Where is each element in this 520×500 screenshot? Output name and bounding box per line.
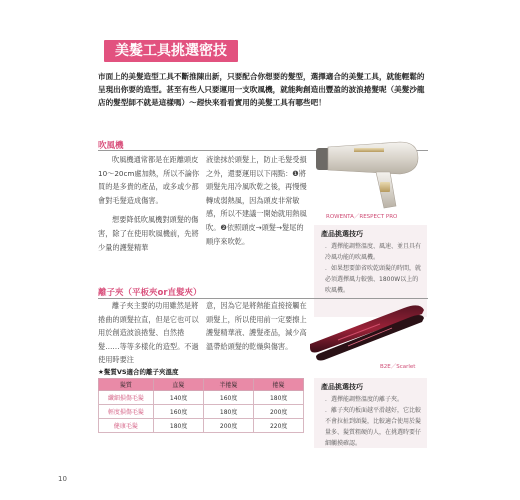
table-cell: 180度 bbox=[153, 419, 203, 433]
straightener-column-2 bbox=[206, 299, 307, 353]
table-cell: 200度 bbox=[203, 419, 253, 433]
straightener-paragraph-2: 意，因為它是將熱能直接接觸在頭髮上，所以使用前一定要擦上護髮精華液、護髮產品，減少高溫帶給頭髮的乾燥與傷害。 bbox=[206, 301, 307, 351]
page-title: 美髮工具挑選密技 bbox=[104, 40, 238, 62]
dryer-tip-title: 產品挑選技巧 bbox=[321, 230, 363, 238]
straightener-column-1 bbox=[98, 299, 201, 373]
straightener-tip-title: 產品挑選技巧 bbox=[321, 383, 363, 391]
table-row bbox=[99, 405, 304, 419]
temp-table-header: 半捲髮 bbox=[203, 379, 253, 391]
dryer-tip-2: ．如果想要節省吹乾頭髮的時間，就必須選擇風力較強、1800W以上的吹風機。 bbox=[325, 265, 422, 294]
page-number: 10 bbox=[58, 475, 67, 483]
temp-table-header-row bbox=[99, 379, 304, 391]
table-cell: 160度 bbox=[203, 391, 253, 405]
table-cell: 160度 bbox=[153, 405, 203, 419]
section-heading-dryer: 吹風機 bbox=[98, 141, 124, 151]
temp-table-title: ★髮質VS適合的離子夾溫度 bbox=[98, 368, 179, 376]
hair-straightener-image bbox=[308, 300, 426, 362]
section-heading-straightener: 離子夾（平板夾or直髮夾） bbox=[98, 288, 202, 298]
temp-table-header: 髮質 bbox=[99, 379, 154, 391]
table-cell: 140度 bbox=[153, 391, 203, 405]
intro-paragraph: 市面上的美髮造型工具不斷推陳出新，只要配合你想要的髮型，選擇適合的美髮工具，就能輕鬆的呈現出你要的造型。甚至有些人只要運用一支吹風機，就能夠創造出豐盈的波浪捲髮呢（美髮沙龍店的髮型師不就是這樣嗎）～趕快來看看實用的美髮工具有哪些吧！ bbox=[98, 72, 425, 107]
dryer-tip-1: ．選擇能調整溫度、風速、並且具有冷風功能的吹風機。 bbox=[325, 243, 422, 261]
table-row bbox=[99, 419, 304, 433]
table-cell: 180度 bbox=[203, 405, 253, 419]
hair-dryer-image bbox=[314, 138, 424, 210]
temp-table-header: 直髮 bbox=[153, 379, 203, 391]
dryer-column-1 bbox=[98, 153, 201, 260]
dryer-paragraph-2: 想要降低吹風機對頭髮的傷害，除了在使用吹風機前，先將少量的護髮精華 bbox=[98, 215, 199, 252]
table-row bbox=[99, 391, 304, 405]
temp-table-header: 捲髮 bbox=[253, 379, 303, 391]
dryer-column-2 bbox=[206, 153, 307, 248]
table-cell: 200度 bbox=[253, 405, 303, 419]
dryer-paragraph-3: 液塗抹於頭髮上，防止毛髮受損之外，還要運用以下兩點：❶將頭髮先用冷風吹乾之後，再慢慢轉成弱熱風，因為頭皮非常敏感，所以不建議一開始就用熱風吹。❷依照頭皮→頭髮→髮尾的順序來吹乾。 bbox=[206, 155, 307, 246]
table-cell: 180度 bbox=[253, 391, 303, 405]
straightener-tip-box bbox=[314, 378, 427, 448]
table-cell: 220度 bbox=[253, 419, 303, 433]
straightener-paragraph-1: 離子夾主要的功用雖然是將捲曲的頭髮拉直，但是它也可以用於創造波浪捲髮、自然捲髮……等等多樣化的造型。不過使用時要注 bbox=[98, 301, 199, 365]
table-cell: 纖細損傷毛髮 bbox=[99, 391, 154, 405]
dryer-paragraph-1: 吹風機通常都是在距離頭皮10～20cm處加熱，所以不論你買的是多貴的產品，或多或少都會對毛髮造成傷害。 bbox=[98, 155, 200, 205]
table-cell: 健康毛髮 bbox=[99, 419, 154, 433]
table-cell: 輕度損傷毛髮 bbox=[99, 405, 154, 419]
straightener-image-caption: B2E／Scarlet bbox=[380, 364, 416, 370]
temp-table bbox=[98, 378, 304, 433]
dryer-image-caption: ROWENTA／RESPECT PRO bbox=[326, 214, 398, 220]
straightener-tip-2: ．離子夾的板面越平滑越好，它比較不會拉扯到頭髮，比較適合使用於髮量多、髮質粗硬的人，在挑選時要仔細觸摸確認。 bbox=[325, 407, 422, 447]
straightener-tip-1: ．選擇能調整溫度的離子夾。 bbox=[325, 396, 404, 403]
